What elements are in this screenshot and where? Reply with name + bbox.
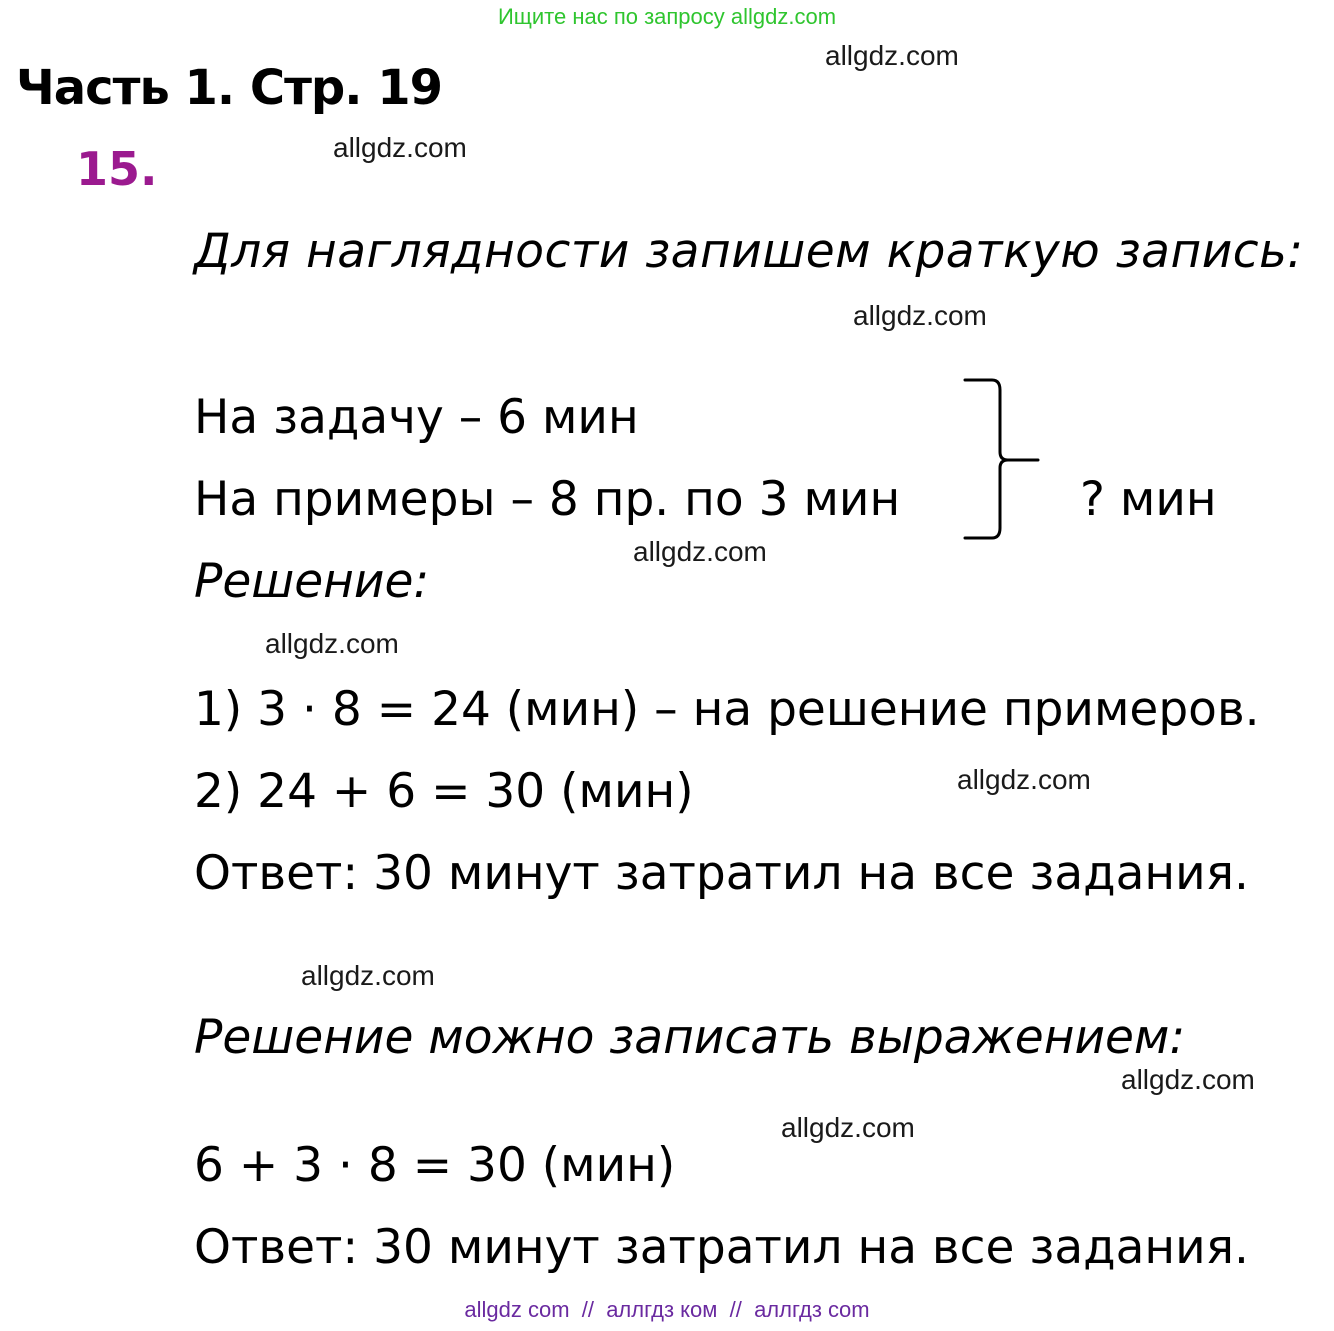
watermark: allgdz.com <box>265 628 399 659</box>
curly-brace-icon <box>960 374 1050 546</box>
task-number: 15. <box>76 142 158 196</box>
expression-heading: Решение можно записать выражением: <box>194 1010 1186 1065</box>
condition-line-task: На задачу – 6 мин <box>194 390 639 445</box>
page-heading: Часть 1. Стр. 19 <box>16 60 443 116</box>
watermark: allgdz.com <box>1121 1064 1255 1095</box>
watermark: allgdz.com <box>633 536 767 567</box>
intro-text: Для наглядности запишем краткую запись: <box>194 224 1304 279</box>
watermark: allgdz.com <box>825 40 959 71</box>
question-label: ? мин <box>1080 472 1217 527</box>
watermark: allgdz.com <box>957 764 1091 795</box>
expression-text: 6 + 3 · 8 = 30 (мин) <box>194 1138 676 1193</box>
answer-text-2: Ответ: 30 минут затратил на все задания. <box>194 1220 1249 1275</box>
watermark: allgdz.com <box>301 960 435 991</box>
watermark: allgdz.com <box>853 300 987 331</box>
condition-line-examples: На примеры – 8 пр. по 3 мин <box>194 472 901 527</box>
watermark: allgdz.com <box>333 132 467 163</box>
search-banner: Ищите нас по запросу allgdz.com <box>497 4 837 29</box>
answer-text: Ответ: 30 минут затратил на все задания. <box>194 846 1249 901</box>
solution-step-1: 1) 3 · 8 = 24 (мин) – на решение примеров. <box>194 682 1260 737</box>
watermark: allgdz.com <box>781 1112 915 1143</box>
solution-heading: Решение: <box>194 554 430 609</box>
footer-links: allgdz com // аллгдз ком // аллгдз com <box>464 1297 870 1322</box>
solution-step-2: 2) 24 + 6 = 30 (мин) <box>194 764 694 819</box>
